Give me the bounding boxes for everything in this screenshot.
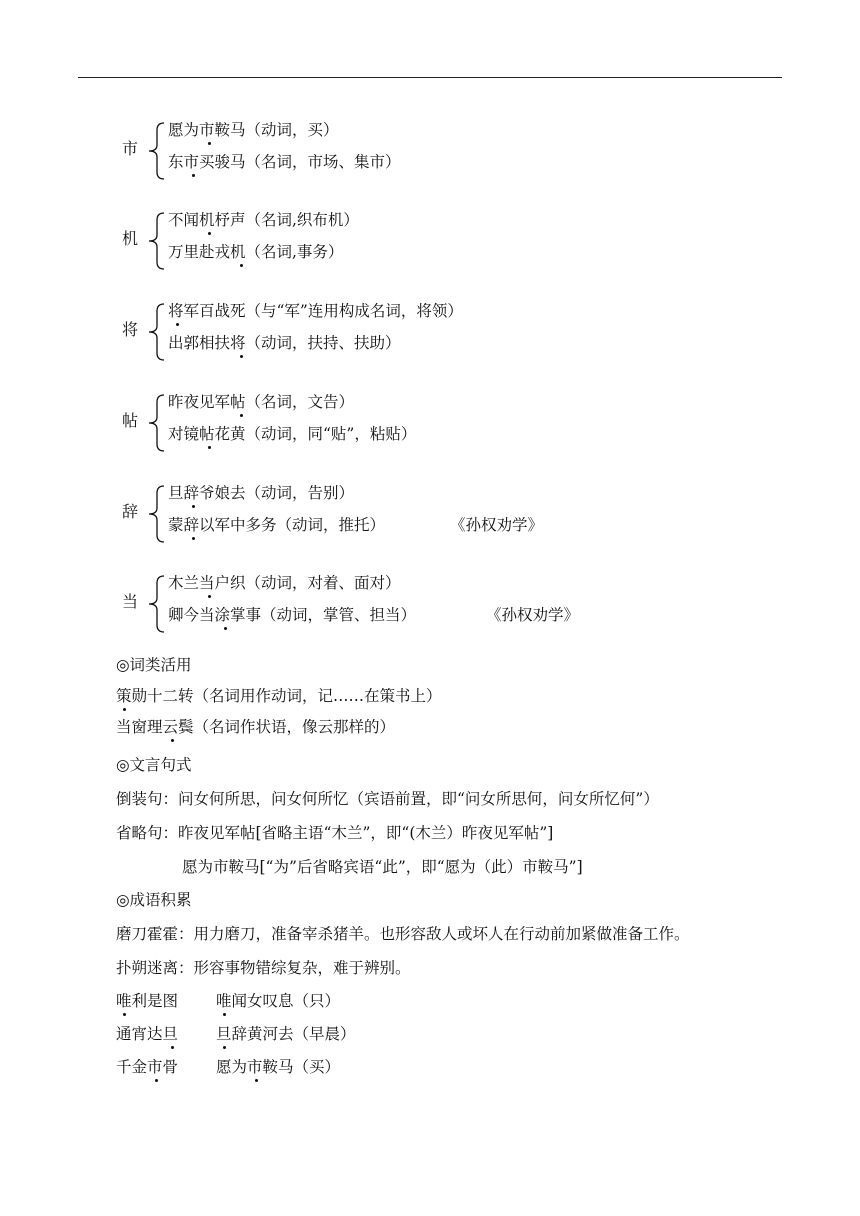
usage-line-2: 对镜帖花黄（动词，同“贴”，粘贴） — [168, 425, 417, 443]
emphasis-dot — [255, 1079, 258, 1082]
text-line: 倒装句：问女何所思，问女何所忆（宾语前置，即“问女所思何，问女所忆何”） — [116, 790, 659, 808]
group-head: 市 — [122, 139, 139, 158]
idiom-term: 唯利是图 — [116, 992, 179, 1010]
usage-line-2: 东市买骏马（名词，市场、集市） — [168, 153, 401, 171]
brace-icon — [144, 122, 168, 180]
brace-icon — [144, 485, 168, 543]
group-head: 帖 — [122, 411, 139, 430]
emphasis-dot — [171, 1046, 174, 1049]
emphasis-dot — [240, 355, 243, 358]
emphasis-dot — [192, 537, 195, 540]
word-group-dang — [120, 573, 780, 637]
section-title-word-class: ◎词类活用 — [116, 656, 192, 674]
source-title: 《孙权劝学》 — [450, 516, 544, 534]
emphasis-dot — [192, 174, 195, 177]
emphasis-dot — [171, 739, 174, 742]
usage-line-1: 昨夜见军帖（名词，文告） — [168, 393, 355, 411]
word-group-ji — [120, 210, 780, 274]
group-head: 辞 — [122, 502, 139, 521]
emphasis-dot — [223, 1046, 226, 1049]
usage-line-1: 不闻机杼声（名词,织布机） — [168, 211, 359, 229]
emphasis-dot — [240, 414, 243, 417]
idiom-term: 通宵达旦 — [116, 1025, 179, 1043]
group-head: 机 — [122, 229, 139, 248]
word-group-jiang — [120, 301, 780, 365]
emphasis-dot — [240, 264, 243, 267]
usage-line-2: 蒙辞以军中多务（动词，推托） — [168, 516, 386, 534]
emphasis-dot — [123, 708, 126, 711]
text-line: 愿为市鞍马[“为”后省略宾语“此”，即“愿为（此）市鞍马”] — [182, 858, 583, 876]
idiom-example: 愿为市鞍马（买） — [216, 1058, 341, 1076]
emphasis-dot — [224, 627, 227, 630]
usage-line-2: 万里赴戎机（名词,事务） — [168, 243, 344, 261]
emphasis-dot — [223, 1013, 226, 1016]
usage-line-2: 卿今当涂掌事（动词，掌管、担当） — [168, 606, 417, 624]
emphasis-dot — [208, 142, 211, 145]
source-title: 《孙权劝学》 — [486, 606, 580, 624]
text-line: 策勋十二转（名词用作动词，记……在策书上） — [116, 687, 442, 705]
usage-line-2: 出郭相扶将（动词，扶持、扶助） — [168, 334, 401, 352]
section-title-idioms: ◎成语积累 — [116, 891, 192, 909]
word-group-tie — [120, 392, 780, 456]
usage-line-1: 木兰当户织（动词，对着、面对） — [168, 574, 401, 592]
word-group-shi — [120, 120, 780, 184]
brace-icon — [144, 394, 168, 452]
usage-line-1: 愿为市鞍马（动词，买） — [168, 121, 339, 139]
idiom-example: 旦辞黄河去（早晨） — [216, 1025, 356, 1043]
text-line: 当窗理云鬓（名词作状语，像云那样的） — [116, 718, 396, 736]
header-rule — [78, 77, 782, 78]
brace-icon — [144, 303, 168, 361]
emphasis-dot — [208, 232, 211, 235]
word-group-ci — [120, 483, 780, 547]
section-title-sentence-patterns: ◎文言句式 — [116, 756, 192, 774]
idiom-term: 千金市骨 — [116, 1058, 179, 1076]
usage-line-1: 将军百战死（与“军”连用构成名词，将领） — [168, 302, 463, 320]
emphasis-dot — [155, 1079, 158, 1082]
emphasis-dot — [208, 446, 211, 449]
brace-icon — [144, 575, 168, 633]
group-head: 将 — [122, 320, 139, 339]
usage-line-1: 旦辞爷娘去（动词，告别） — [168, 484, 355, 502]
text-line: 磨刀霍霍：用力磨刀，准备宰杀猪羊。也形容敌人或坏人在行动前加紧做准备工作。 — [116, 925, 690, 943]
text-line: 扑朔迷离：形容事物错综复杂，难于辨别。 — [116, 959, 411, 977]
emphasis-dot — [192, 505, 195, 508]
text-line: 省略句：昨夜见军帖[省略主语“木兰”，即“(木兰）昨夜见军帖”] — [116, 824, 554, 842]
brace-icon — [144, 212, 168, 270]
idiom-example: 唯闻女叹息（只） — [216, 992, 341, 1010]
emphasis-dot — [176, 323, 179, 326]
emphasis-dot — [123, 1013, 126, 1016]
group-head: 当 — [122, 592, 139, 611]
emphasis-dot — [208, 595, 211, 598]
